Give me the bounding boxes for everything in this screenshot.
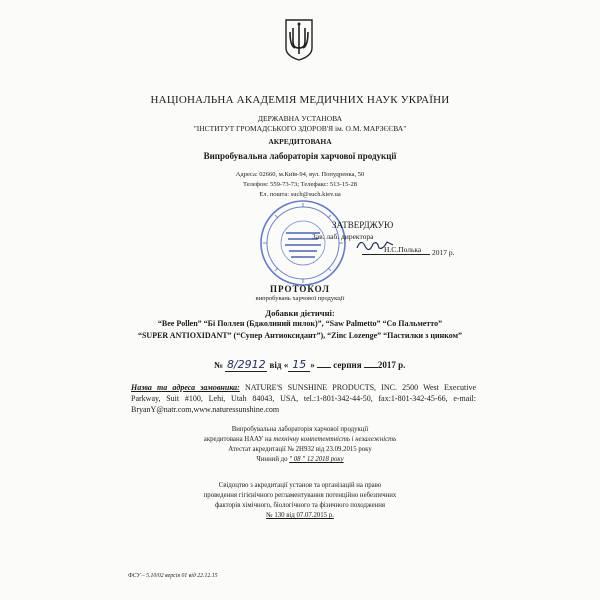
protocol-day: 15: [288, 358, 310, 372]
approver-role: Зав. лаб. директора: [312, 232, 374, 241]
protocol-subtitle: випробувань харчової продукції: [255, 295, 345, 302]
trident-icon: [284, 18, 314, 62]
approver-name: Н.С.Полька: [384, 245, 422, 254]
date-from-label: від «: [269, 360, 289, 370]
certificate-line-2: проведення гігієнічного регламентування потенційно небезпечних: [203, 492, 397, 499]
competence-text: технічну компетентність і незалежність: [273, 436, 397, 443]
protocol-number-line: [214, 358, 405, 372]
form-code-footer: ФСУ – 5.10/02 версія 01 від 22.12.15: [128, 573, 218, 579]
number-prefix: №: [214, 360, 224, 370]
academy-name: НАЦІОНАЛЬНА АКАДЕМІЯ МЕДИЧНИХ НАУК УКРАЇНИ: [150, 94, 450, 106]
institute-name: "ІНСТИТУТ ГРОМАДСЬКОГО ЗДОРОВ'Я ім. О.М. МАРЗЄЄВА": [193, 124, 407, 133]
date-blank: [317, 367, 331, 368]
accredited-label: АКРЕДИТОВАНА: [268, 137, 332, 146]
accreditation-line-2: акредитована НААУ на технічну компетентність і незалежність: [203, 436, 397, 443]
accreditation-line-4: Чинний до " 08 " 12 2018 року: [256, 456, 344, 463]
valid-until-date: " 08 " 12 2018 року: [289, 456, 344, 463]
protocol-year: 2017 р.: [377, 360, 406, 370]
protocol-title: ПРОТОКОЛ: [270, 284, 330, 294]
laboratory-name: Випробувальна лабораторія харчової продукції: [203, 151, 397, 161]
round-seal-stamp: [258, 198, 348, 288]
email-line: Ел. пошта: such@such.kiev.ua: [259, 191, 341, 198]
certificate-line-3: факторів хімічного, біологічного та фізичного походження: [215, 502, 385, 509]
protocol-number: 8/2912: [226, 358, 266, 371]
state-institution: ДЕРЖАВНА УСТАНОВА: [257, 114, 343, 123]
products-line-1: “Bee Pollen” “Бі Поллен (Бджолиний пилок)”, “Saw Palmetto” “Со Пальметто”: [157, 319, 443, 328]
customer-details: NATURE'S SUNSHINE PRODUCTS, INC. 2500 West Executive Parkway, Suit #100, Lehi, Utah 84043, USA, tel.:1-801-342-44-50, fax:1-801-342-45-66, e-mail: BryanY@natr.com,www.naturessunshine.com: [131, 383, 476, 414]
address-line: Адреса: 02660, м.Київ-94, вул. Попудренка, 50: [235, 171, 365, 178]
protocol-month: серпня: [333, 360, 362, 370]
certificate-line-1: Свідоцтво з акредитації установ та організацій на право: [218, 482, 382, 489]
certificate-line-4: № 130 від 07.07.2015 р.: [266, 512, 334, 519]
accreditation-line-3: Атестат акредитації № 2Н932 від 23.09.2015 року: [228, 446, 372, 453]
approval-year: 2017 р.: [432, 248, 455, 257]
accreditation-line-1: Випробувальна лабораторія харчової продукції: [231, 426, 369, 433]
approve-label: ЗАТВЕРДЖУЮ: [332, 220, 394, 230]
customer-label: Назва та адреса замовника:: [131, 383, 240, 392]
signature-line: [362, 254, 430, 255]
products-line-2: “SUPER ANTIOXIDANT” (“Супер Антиоксидант”), “Zinc Lozenge” “Пастилки з цинком”: [137, 331, 463, 340]
phone-line: Телефон: 559-73-73; Телефакс: 513-15-28: [242, 181, 357, 188]
year-blank: [364, 367, 378, 368]
additives-heading: Добавки дієтичні:: [265, 308, 335, 318]
date-close-quote: »: [310, 360, 315, 370]
customer-block: [131, 382, 476, 415]
